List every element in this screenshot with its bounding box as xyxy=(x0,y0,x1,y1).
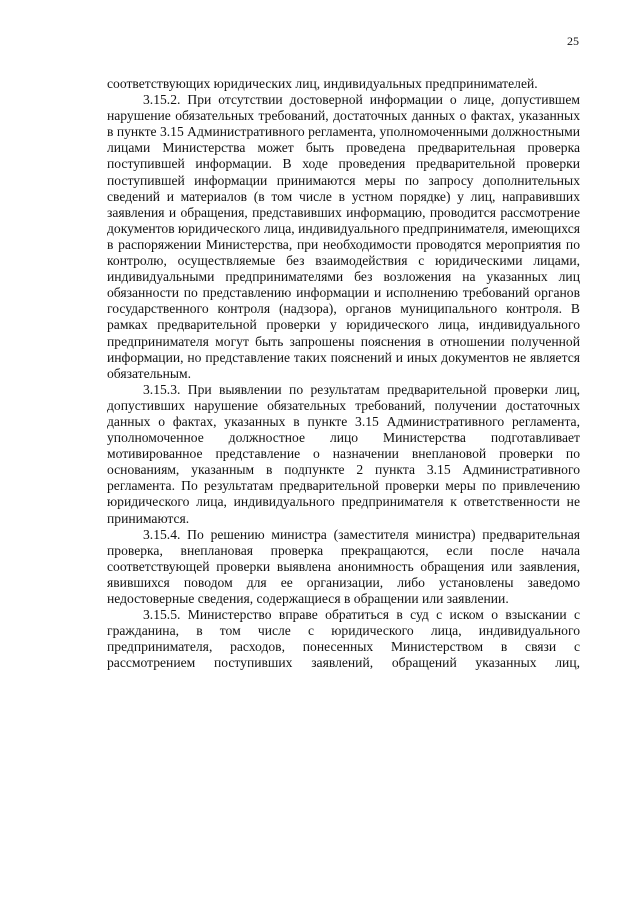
paragraph-3-15-3: 3.15.3. При выявлении по результатам предварительной проверки лиц, допустивших нарушение обязательных требований, получении достаточных данных о фактах, указанных в пункте 3.15 Административного регламента, уполномоченное должностное лицо Министерства подготавливает мотивированное представление о назначении внеплановой проверки по основаниям, указанным в подпункте 2 пункта 3.15 Административного регламента. По результатам предварительной проверки меры по привлечению юридического лица, индивидуального предпринимателя к ответственности не принимаются. xyxy=(107,381,580,526)
paragraph-3-15-4: 3.15.4. По решению министра (заместителя министра) предварительная проверка, внеплановая проверка прекращаются, если после начала соответствующей проверки выявлена анонимность обращения или заявления, явившихся поводом для ее организации, либо установлены заведомо недостоверные сведения, содержащиеся в обращении или заявлении. xyxy=(107,526,580,606)
document-body xyxy=(107,76,580,671)
page-number: 25 xyxy=(567,34,579,48)
paragraph-3-15-2: 3.15.2. При отсутствии достоверной информации о лице, допустившем нарушение обязательных требований, достаточных данных о фактах, указанных в пункте 3.15 Административного регламента, уполномоченными должностными лицами Министерства может быть проведена предварительная проверка поступившей информации. В ходе проведения предварительной проверки поступившей информации принимаются меры по запросу дополнительных сведений и материалов (в том числе в устном порядке) у лиц, направивших заявления и обращения, представивших информацию, проводится рассмотрение документов юридического лица, индивидуального предпринимателя, имеющихся в распоряжении Министерства, при необходимости проводятся мероприятия по контролю, осуществляемые без взаимодействия с юридическими лицами, индивидуальными предпринимателями без возложения на указанных лиц обязанности по представлению информации и исполнению требований органов государственного контроля (надзора), органов муниципального контроля. В рамках предварительной проверки у юридического лица, индивидуального предпринимателя могут быть запрошены пояснения в отношении полученной информации, но представление таких пояснений и иных документов не является обязательным. xyxy=(107,92,580,381)
paragraph-continuation: соответствующих юридических лиц, индивидуальных предпринимателей. xyxy=(107,76,538,91)
paragraph-3-15-5: 3.15.5. Министерство вправе обратиться в суд с иском о взыскании с гражданина, в том числе с юридического лица, индивидуального предпринимателя, расходов, понесенных Министерством в связи с рассмотрением поступивших заявлений, обращений указанных лиц, xyxy=(107,607,580,671)
